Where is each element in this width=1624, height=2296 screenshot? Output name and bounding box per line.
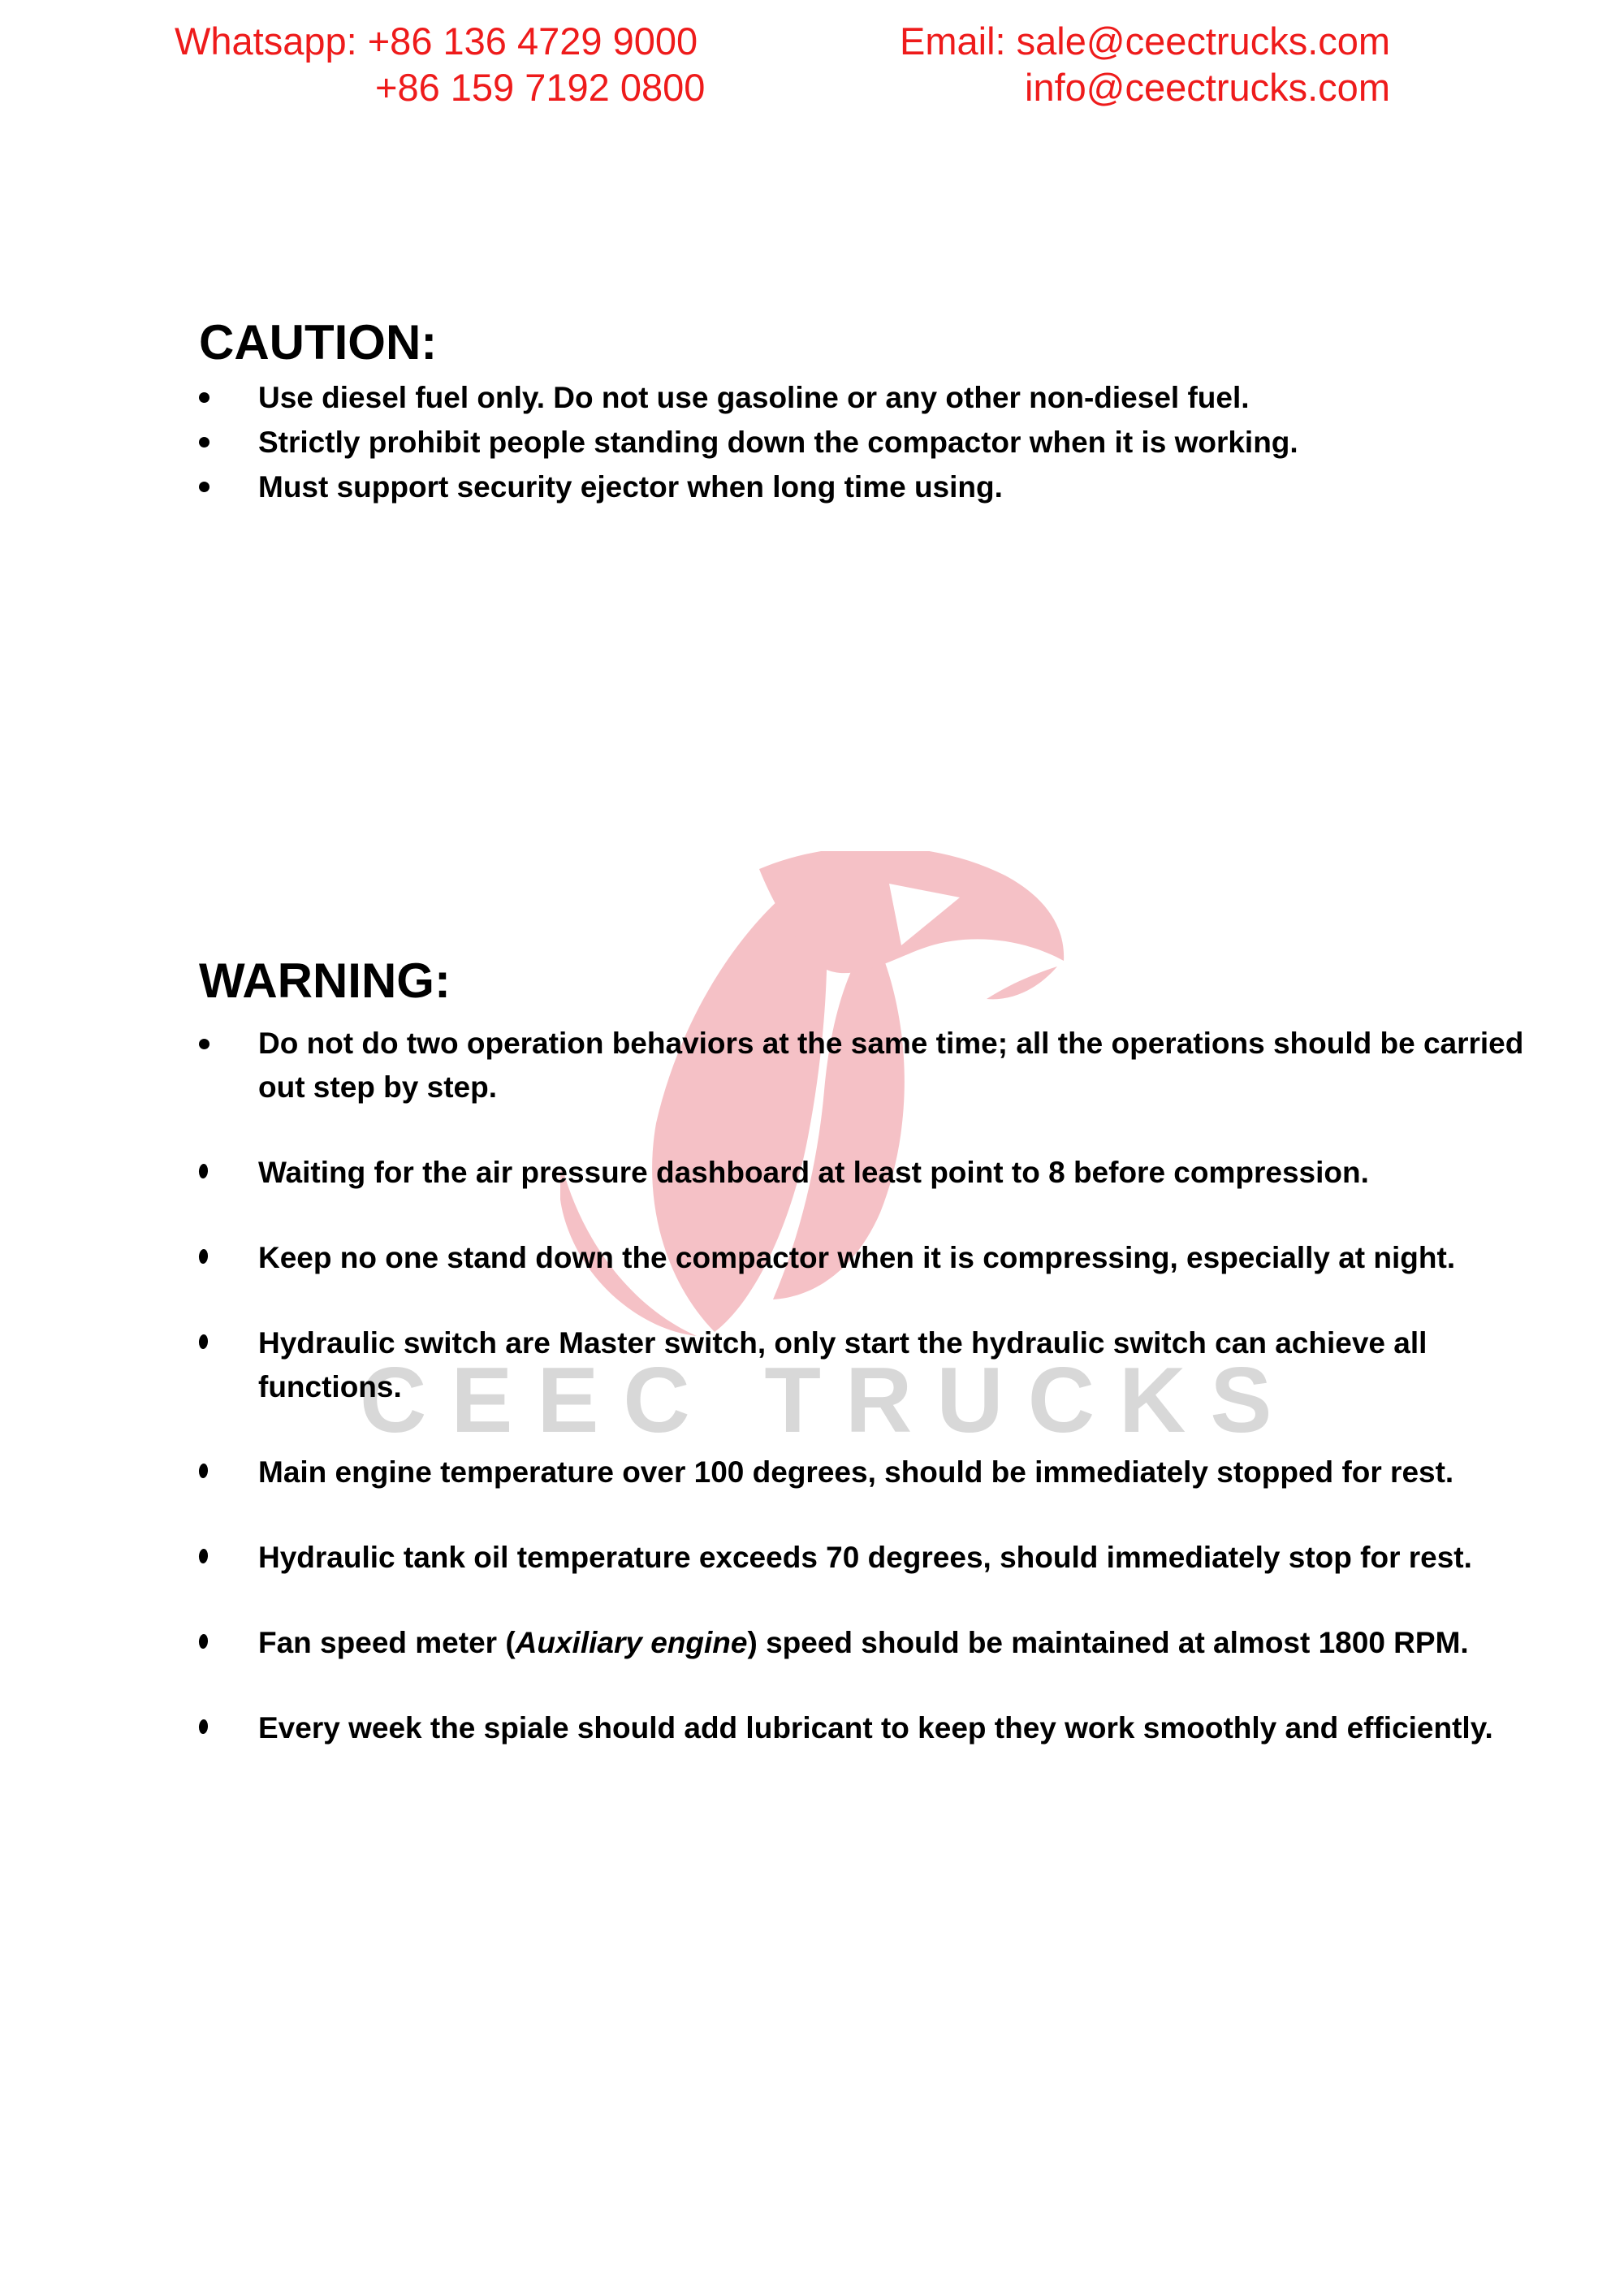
email-address-1: Email: sale@ceectrucks.com: [900, 19, 1391, 63]
warning-list: [199, 1022, 1523, 1750]
bullet-icon: [199, 1039, 209, 1049]
bullet-icon: [198, 1249, 208, 1265]
warning-item-text: Waiting for the air pressure dashboard at least point to 8 before compression.: [258, 1156, 1369, 1189]
bullet-icon: [198, 1634, 208, 1650]
whatsapp-number-2: +86 159 7192 0800: [375, 66, 706, 109]
caution-list: [199, 375, 1298, 509]
ceec-trucks-watermark-text: CEEC TRUCKS: [360, 1349, 1297, 1452]
list-item: [199, 1451, 1523, 1494]
warning-item-text: Hydraulic tank oil temperature exceeds 70 degrees, should immediately stop for rest.: [258, 1541, 1472, 1574]
list-item: [199, 1022, 1523, 1109]
bullet-icon: [198, 1549, 208, 1564]
warning-item-text: Every week the spiale should add lubricant to keep they work smoothly and efficiently.: [258, 1711, 1493, 1745]
email-contact: [900, 18, 1390, 110]
whatsapp-number-1: Whatsapp: +86 136 4729 9000: [175, 19, 698, 63]
caution-section: [199, 317, 1298, 509]
italic-text: Auxiliary engine: [515, 1626, 748, 1659]
caution-title: CAUTION:: [199, 315, 438, 370]
caution-item-text: Must support security ejector when long time using.: [258, 470, 1003, 504]
warning-section: [199, 955, 1523, 1750]
list-item: [199, 1621, 1523, 1665]
warning-title: WARNING:: [199, 953, 451, 1008]
list-item: [199, 465, 1298, 509]
list-item: [199, 1151, 1523, 1195]
list-item: [199, 420, 1298, 465]
list-item: [199, 1321, 1523, 1409]
email-address-2: info@ceectrucks.com: [1025, 66, 1390, 109]
caution-item-text: Use diesel fuel only. Do not use gasoline or any other non-diesel fuel.: [258, 381, 1250, 414]
warning-item-text: Do not do two operation behaviors at the same time; all the operations should be carried out step by step.: [258, 1027, 1524, 1104]
bullet-icon: [198, 1719, 208, 1735]
bullet-icon: [198, 1334, 208, 1350]
warning-item-text: Keep no one stand down the compactor when it is compressing, especially at night.: [258, 1241, 1456, 1274]
bullet-icon: [199, 482, 209, 492]
whatsapp-contact: [175, 18, 705, 110]
caution-item-text: Strictly prohibit people standing down the compactor when it is working.: [258, 426, 1298, 459]
bullet-icon: [198, 1164, 208, 1179]
list-item: [199, 375, 1298, 420]
bullet-icon: [199, 392, 209, 403]
list-item: [199, 1706, 1523, 1750]
list-item: [199, 1236, 1523, 1280]
list-item: [199, 1536, 1523, 1580]
warning-item-text: Fan speed meter (Auxiliary engine) speed should be maintained at almost 1800 RPM.: [258, 1626, 1469, 1659]
bullet-icon: [199, 437, 209, 448]
bullet-icon: [198, 1464, 208, 1479]
warning-item-text: Main engine temperature over 100 degrees, should be immediately stopped for rest.: [258, 1455, 1454, 1489]
warning-item-text: Hydraulic switch are Master switch, only start the hydraulic switch can achieve all functions.: [258, 1326, 1427, 1403]
